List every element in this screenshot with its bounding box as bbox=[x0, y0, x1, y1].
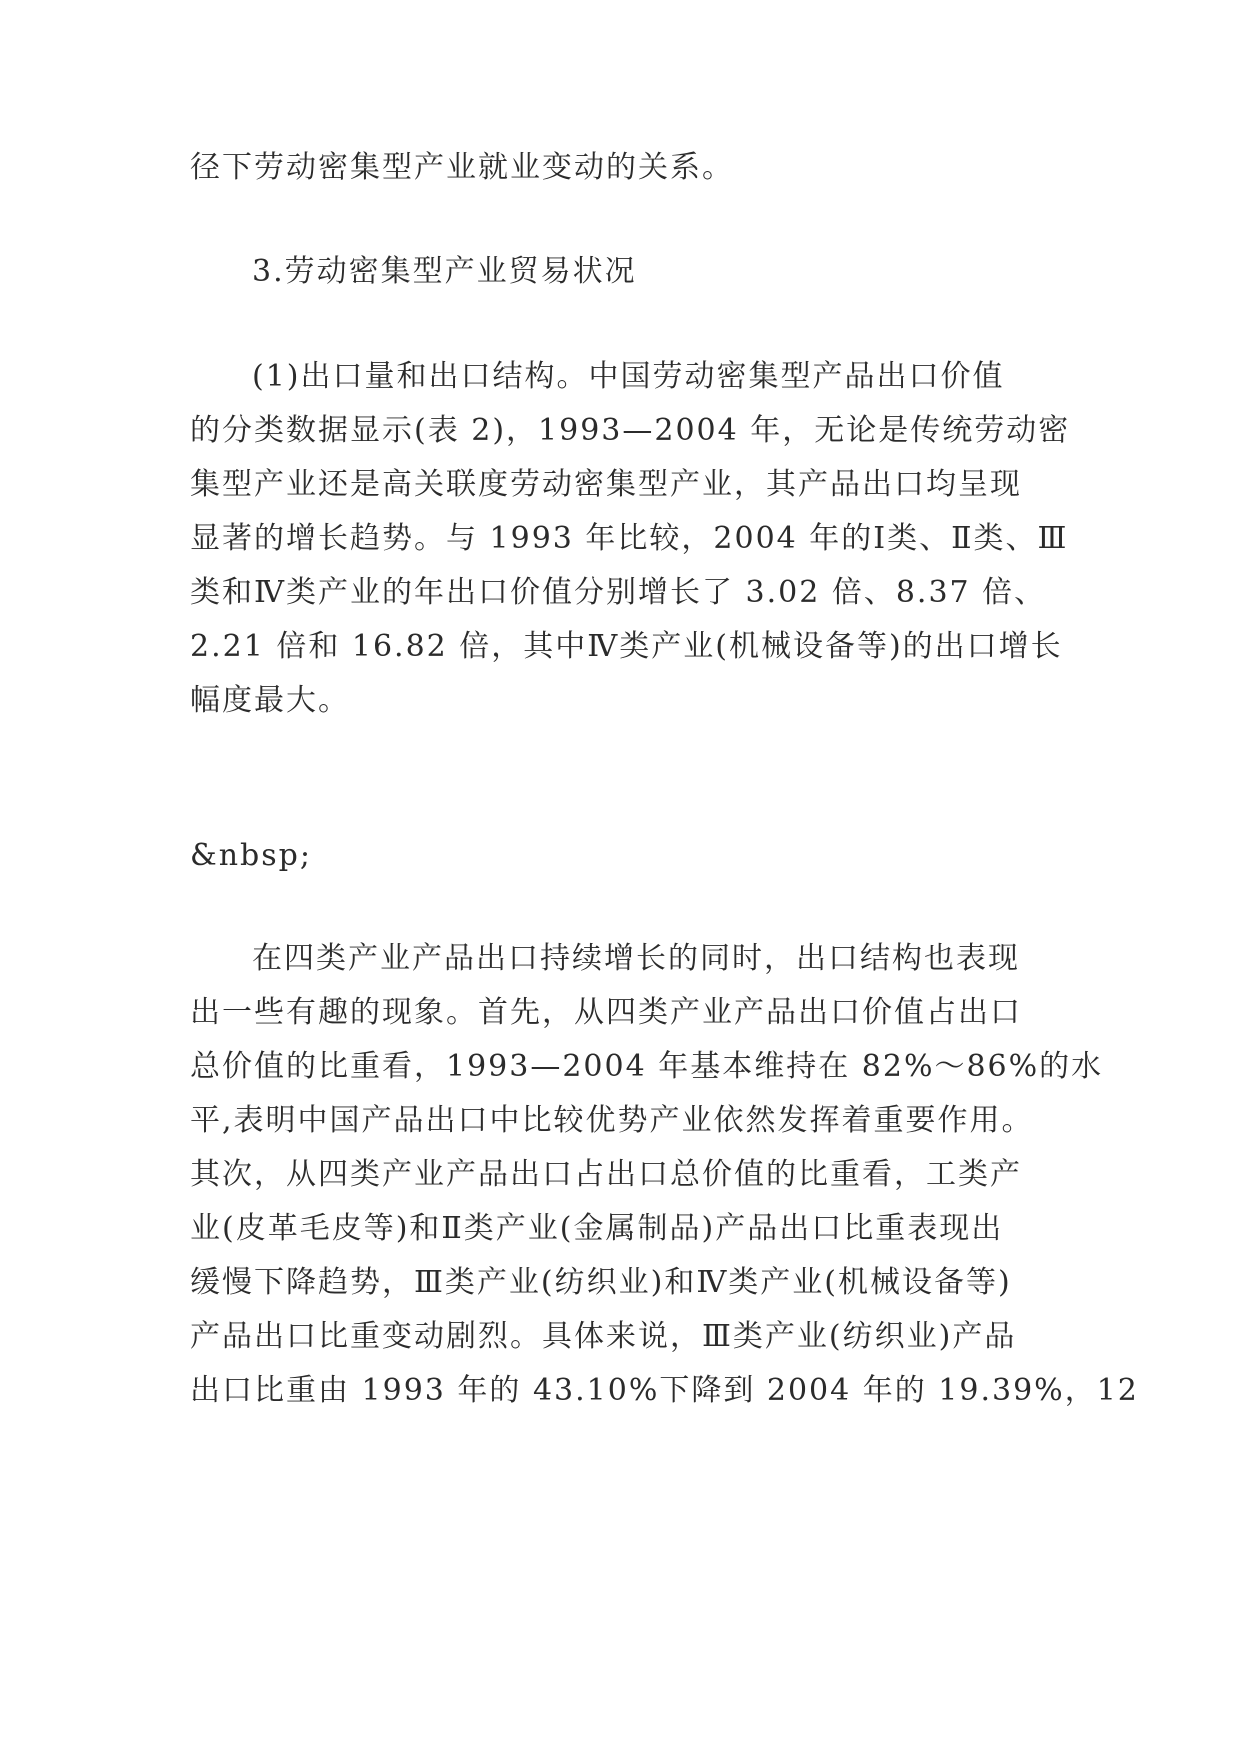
paragraph-line: 集型产业还是高关联度劳动密集型产业，其产品出口均呈现 bbox=[190, 467, 1022, 502]
nbsp-artifact: &nbsp; bbox=[190, 838, 312, 873]
paragraph-line: 平,表明中国产品出口中比较优势产业依然发挥着重要作用。 bbox=[190, 1103, 1034, 1138]
paragraph-line: 出口比重由 1993 年的 43.10%下降到 2004 年的 19.39%，12 bbox=[190, 1373, 1139, 1408]
paragraph-line: 缓慢下降趋势，Ⅲ类产业(纺织业)和Ⅳ类产业(机械设备等) bbox=[190, 1265, 1012, 1300]
paragraph-line: 幅度最大。 bbox=[190, 683, 350, 718]
section-heading: 3.劳动密集型产业贸易状况 bbox=[252, 254, 637, 289]
paragraph-line: 的分类数据显示(表 2)，1993—2004 年，无论是传统劳动密 bbox=[190, 413, 1071, 448]
intro-tail-line: 径下劳动密集型产业就业变动的关系。 bbox=[190, 150, 734, 185]
paragraph-line: 2.21 倍和 16.82 倍，其中Ⅳ类产业(机械设备等)的出口增长 bbox=[190, 629, 1063, 664]
paragraph-line: 出一些有趣的现象。首先，从四类产业产品出口价值占出口 bbox=[190, 995, 1022, 1030]
paragraph-line: 业(皮革毛皮等)和Ⅱ类产业(金属制品)产品出口比重表现出 bbox=[190, 1211, 1004, 1246]
paragraph-line: 显著的增长趋势。与 1993 年比较，2004 年的Ⅰ类、Ⅱ类、Ⅲ bbox=[190, 521, 1069, 556]
paragraph-line: 类和Ⅳ类产业的年出口价值分别增长了 3.02 倍、8.37 倍、 bbox=[190, 575, 1047, 610]
paragraph-line: 总价值的比重看，1993—2004 年基本维持在 82%～86%的水 bbox=[190, 1049, 1104, 1084]
paragraph-line: 在四类产业产品出口持续增长的同时，出口结构也表现 bbox=[252, 941, 1020, 976]
paragraph-line: 其次，从四类产业产品出口占出口总价值的比重看，工类产 bbox=[190, 1157, 1022, 1192]
paragraph-line: 产品出口比重变动剧烈。具体来说，Ⅲ类产业(纺织业)产品 bbox=[190, 1319, 1017, 1354]
paragraph-line: (1)出口量和出口结构。中国劳动密集型产品出口价值 bbox=[252, 359, 1005, 394]
